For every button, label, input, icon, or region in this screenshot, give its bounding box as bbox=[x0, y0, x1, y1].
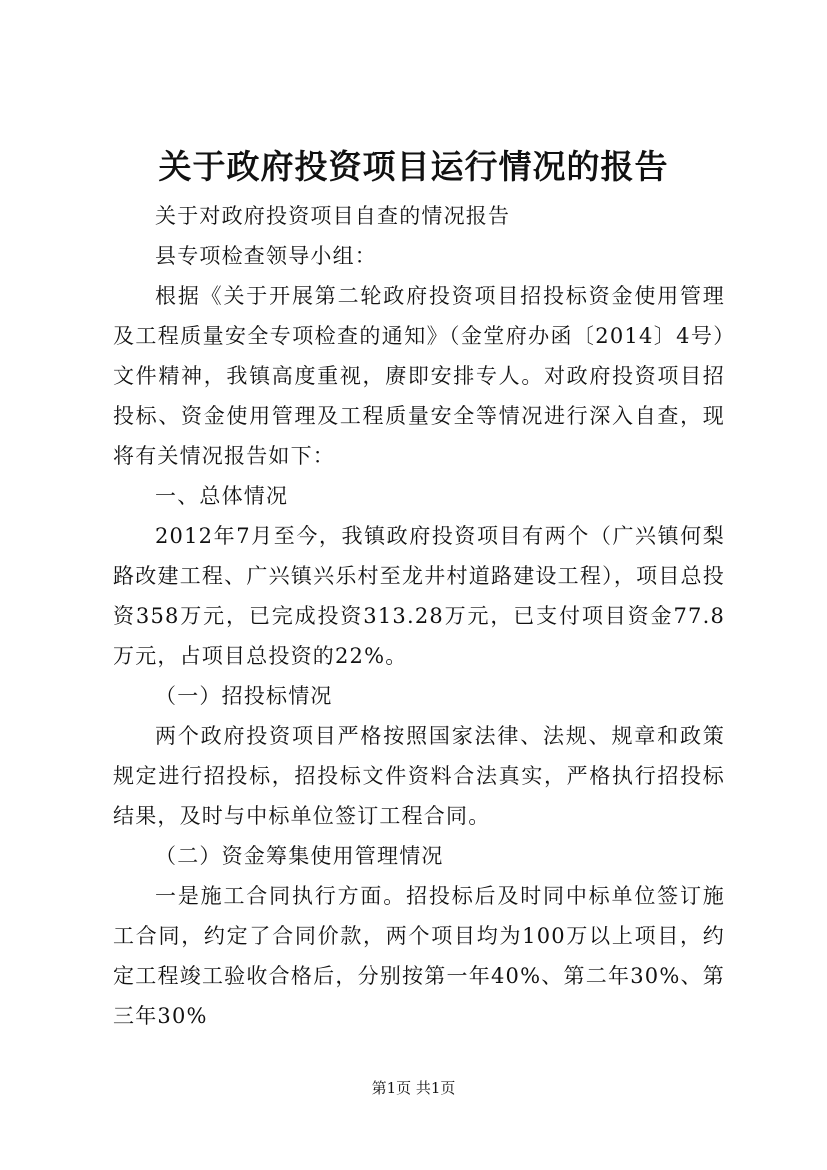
salutation-paragraph: 县专项检查领导小组： bbox=[155, 244, 377, 268]
document-body bbox=[113, 196, 725, 1036]
page-footer: 第1页 共1页 bbox=[371, 1079, 456, 1097]
subtitle-paragraph: 关于对政府投资项目自查的情况报告 bbox=[155, 204, 511, 228]
document-title: 关于政府投资项目运行情况的报告 bbox=[158, 147, 669, 186]
funds-paragraph: 一是施工合同执行方面。招投标后及时同中标单位签订施工合同，约定了合同价款，两个项目均为100万以上项目，约定工程竣工验收合格后，分别按第一年40%、第二年30%、第三年30% bbox=[113, 884, 725, 1028]
subsection-heading-funds: （二）资金筹集使用管理情况 bbox=[155, 844, 444, 868]
overall-paragraph: 2012年7月至今，我镇政府投资项目有两个（广兴镇何梨路改建工程、广兴镇兴乐村至龙井村道路建设工程），项目总投资358万元，已完成投资313.28万元，已支付项目资金77.8万元，占项目总投资的22%。 bbox=[113, 524, 725, 668]
subsection-heading-bidding: （一）招投标情况 bbox=[155, 684, 333, 708]
bidding-paragraph: 两个政府投资项目严格按照国家法律、法规、规章和政策规定进行招投标，招投标文件资料合法真实，严格执行招投标结果，及时与中标单位签订工程合同。 bbox=[113, 724, 725, 828]
intro-paragraph: 根据《关于开展第二轮政府投资项目招投标资金使用管理及工程质量安全专项检查的通知》（金堂府办函〔2014〕4号）文件精神，我镇高度重视，赓即安排专人。对政府投资项目招投标、资金使用管理及工程质量安全等情况进行深入自查，现将有关情况报告如下： bbox=[113, 284, 725, 468]
section-heading-overall: 一、总体情况 bbox=[155, 484, 289, 508]
